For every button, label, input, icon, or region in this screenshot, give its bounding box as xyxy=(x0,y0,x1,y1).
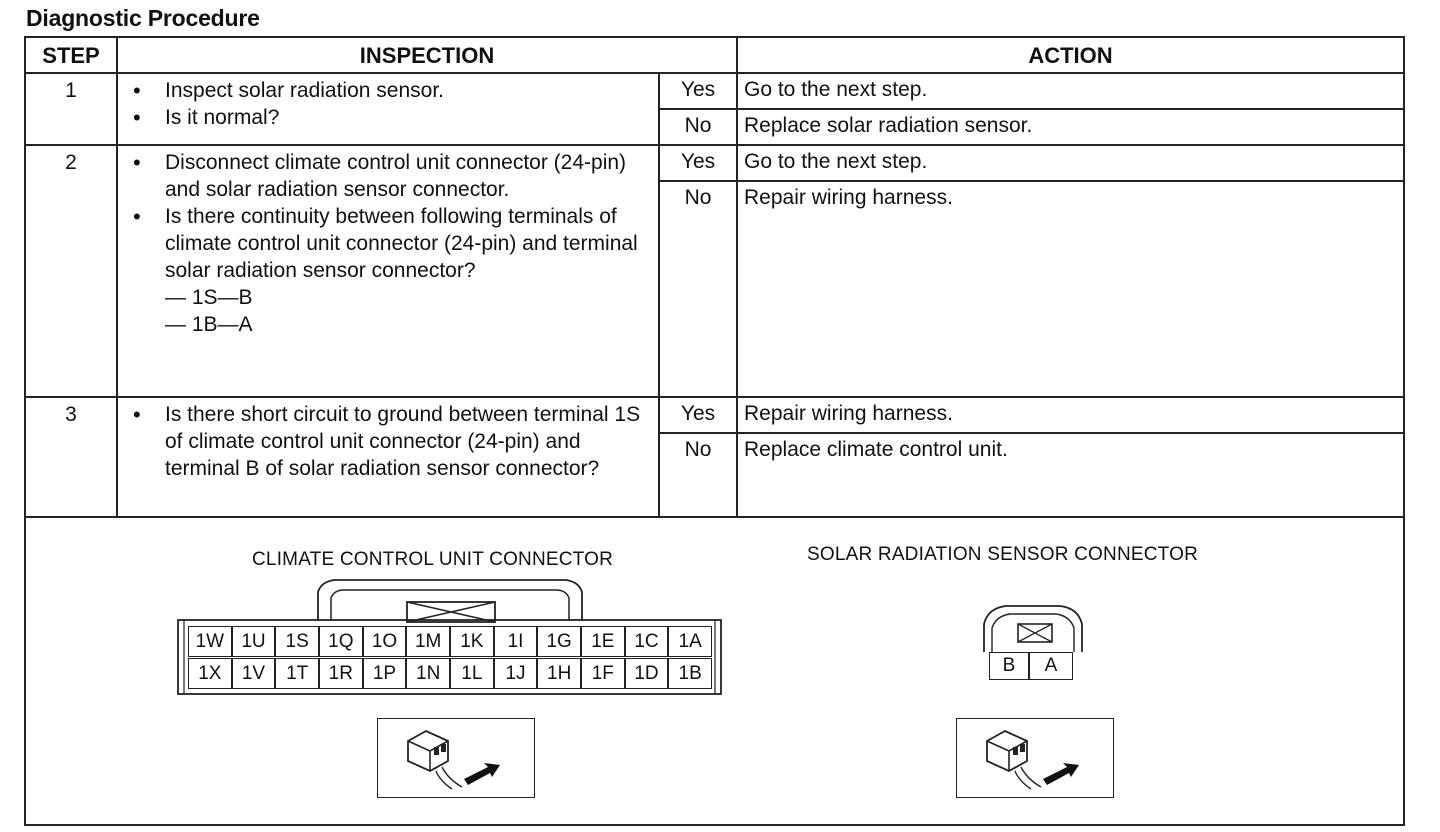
pin: 1D xyxy=(625,658,669,689)
yes-label: Yes xyxy=(659,73,737,109)
yes-action: Repair wiring harness. xyxy=(737,397,1404,433)
climate-connector-row2 xyxy=(188,658,712,689)
yes-action: Go to the next step. xyxy=(737,145,1404,181)
pin: 1N xyxy=(406,658,450,689)
inspection-item: • Is it normal? xyxy=(132,104,648,131)
pin: 1O xyxy=(363,626,407,657)
inspection-header: INSPECTION xyxy=(117,37,737,73)
climate-connector-row1 xyxy=(188,626,712,657)
pin: 1E xyxy=(581,626,625,657)
probe-icon xyxy=(377,718,535,798)
table-row xyxy=(25,73,1404,109)
pin: 1U xyxy=(232,626,276,657)
climate-connector-label: CLIMATE CONTROL UNIT CONNECTOR xyxy=(252,549,614,570)
step-number: 2 xyxy=(25,145,117,397)
pin: 1F xyxy=(581,658,625,689)
pin: 1M xyxy=(406,626,450,657)
no-action: Repair wiring harness. xyxy=(737,181,1404,397)
pin: 1H xyxy=(537,658,581,689)
pin: 1C xyxy=(625,626,669,657)
step-number: 3 xyxy=(25,397,117,517)
pin: 1Q xyxy=(319,626,363,657)
table-row xyxy=(25,145,1404,181)
step-number: 1 xyxy=(25,73,117,145)
action-header: ACTION xyxy=(737,37,1404,73)
pin: 1K xyxy=(450,626,494,657)
no-label: No xyxy=(659,181,737,397)
no-action: Replace climate control unit. xyxy=(737,433,1404,517)
page-title: Diagnostic Procedure xyxy=(26,5,260,31)
pin: 1T xyxy=(275,658,319,689)
pin: 1J xyxy=(494,658,538,689)
inspection-item: • Disconnect climate control unit connector (24-pin) and solar radiation sensor connector. xyxy=(132,149,648,203)
inspection-item: • Is there short circuit to ground between terminal 1S of climate control unit connector (24-pin) and terminal B of solar radiation sensor connector? xyxy=(132,401,648,482)
sensor-pin-a: A xyxy=(1029,652,1073,680)
pin: 1G xyxy=(537,626,581,657)
pin: 1W xyxy=(188,626,232,657)
yes-label: Yes xyxy=(659,145,737,181)
table-row xyxy=(25,397,1404,433)
yes-action: Go to the next step. xyxy=(737,73,1404,109)
sensor-connector-label: SOLAR RADIATION SENSOR CONNECTOR xyxy=(807,544,1199,565)
pin: 1P xyxy=(363,658,407,689)
pin: 1X xyxy=(188,658,232,689)
pin: 1I xyxy=(494,626,538,657)
step-header: STEP xyxy=(25,37,117,73)
diagnostic-table xyxy=(24,36,1405,826)
pin: 1B xyxy=(668,658,712,689)
inspection-item: • Inspect solar radiation sensor. xyxy=(132,77,648,104)
pin: 1R xyxy=(319,658,363,689)
no-label: No xyxy=(659,109,737,145)
inspection-cell xyxy=(117,73,659,145)
inspection-cell xyxy=(117,145,659,397)
no-action: Replace solar radiation sensor. xyxy=(737,109,1404,145)
header-row xyxy=(25,37,1404,73)
terminal-pair: — 1S—B xyxy=(165,286,253,309)
terminal-pair: — 1B—A xyxy=(165,313,253,336)
pin: 1V xyxy=(232,658,276,689)
yes-label: Yes xyxy=(659,397,737,433)
inspection-item: • Is there continuity between following terminals of climate control unit connector (24-pin) and terminal solar radiation sensor connector? xyxy=(132,203,648,284)
pin: 1L xyxy=(450,658,494,689)
no-label: No xyxy=(659,433,737,517)
connector-diagram xyxy=(25,517,1404,825)
inspection-cell xyxy=(117,397,659,517)
probe-icon xyxy=(956,718,1114,798)
pin: 1S xyxy=(275,626,319,657)
sensor-pin-b: B xyxy=(989,652,1029,680)
diagram-row xyxy=(25,517,1404,825)
pin: 1A xyxy=(668,626,712,657)
